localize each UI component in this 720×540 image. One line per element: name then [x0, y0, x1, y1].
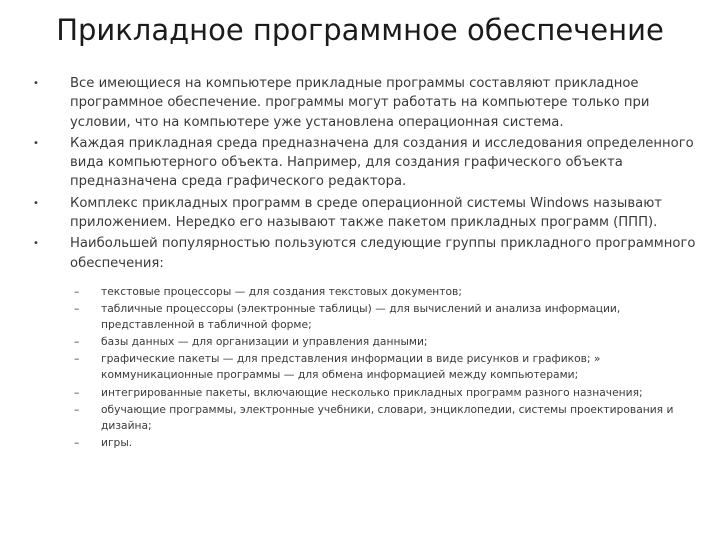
bullet-text: Все имеющиеся на компьютере прикладные программы составляют прикладное программное обеспечение. программы могут работать на компьютере только при условии, что на компьютере уже установлена операционная система.: [70, 76, 650, 130]
sub-item: [72, 435, 687, 451]
bullet-text: Каждая прикладная среда предназначена для создания и исследования определенного вида компьютерного объекта. Например, для создания графического объекта предназначена среда графического редактора.: [70, 135, 694, 190]
bullet-mark: •: [33, 197, 39, 209]
bullet-mark: •: [33, 238, 39, 250]
sub-item-text: игры.: [101, 435, 133, 449]
sub-mark: –: [74, 435, 80, 449]
bullet-item: [30, 234, 710, 273]
sub-mark: –: [74, 302, 80, 316]
sub-item-text: обучающие программы, электронные учебники, словари, энциклопедии, системы проектирования и дизайна;: [101, 402, 674, 432]
bullet-mark: •: [33, 137, 39, 149]
sub-mark: –: [74, 402, 80, 416]
sub-item: [72, 301, 687, 333]
bullet-item: [30, 134, 710, 192]
bullet-item: [30, 194, 710, 233]
sub-item: [72, 351, 687, 383]
sub-mark: –: [74, 385, 80, 399]
sub-item-text: табличные процессоры (электронные таблицы) — для вычислений и анализа информации, представленной в табличной форме;: [101, 302, 621, 332]
bullet-mark: •: [33, 78, 39, 89]
bullet-text: Наибольшей популярностью пользуются следующие группы прикладного программного обеспечения:: [70, 236, 696, 271]
bullet-list: [30, 74, 710, 275]
sub-list: [72, 284, 687, 452]
sub-item: [72, 402, 687, 434]
sub-mark: –: [74, 352, 80, 366]
slide-title: Прикладное программное обеспечение: [56, 13, 664, 47]
sub-item: [72, 284, 687, 300]
sub-item: [72, 334, 687, 350]
sub-item-text: базы данных — для организации и управления данными;: [101, 335, 428, 349]
sub-mark: –: [74, 335, 80, 349]
sub-mark: –: [74, 285, 80, 298]
sub-item-text: графические пакеты — для представления информации в виде рисунков и графиков; » коммуникационные программы — для обмена информацией между компьютерами;: [101, 352, 601, 382]
bullet-item: [30, 74, 710, 132]
sub-item-text: интегрированные пакеты, включающие несколько прикладных программ разного назначения;: [101, 385, 643, 399]
sub-item: [72, 385, 687, 401]
bullet-text: Комплекс прикладных программ в среде операционной системы Windows называют приложением. Нередко его называют также пакетом прикладных программ (ППП).: [70, 195, 662, 231]
sub-item-text: текстовые процессоры — для создания текстовых документов;: [101, 285, 462, 298]
